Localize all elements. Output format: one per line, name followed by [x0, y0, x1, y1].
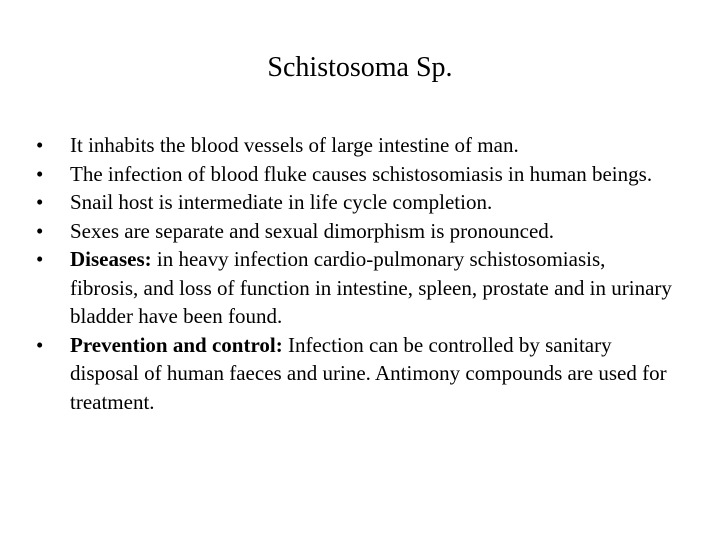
bullet-item — [36, 188, 676, 217]
bullet-item — [36, 160, 676, 189]
bullet-item — [36, 217, 676, 246]
bullet-text: Snail host is intermediate in life cycle completion. — [70, 190, 493, 214]
bullet-icon: • — [36, 332, 44, 357]
bullet-item — [36, 131, 676, 160]
bullet-text: Sexes are separate and sexual dimorphism is pronounced. — [70, 218, 555, 243]
bullet-item — [36, 331, 676, 417]
bullet-list — [36, 131, 676, 416]
bullet-text: The infection of blood fluke causes schistosomiasis in human beings. — [70, 161, 653, 186]
bullet-icon: • — [36, 190, 44, 214]
bullet-icon: • — [36, 133, 44, 157]
bullet-item — [36, 245, 676, 331]
bullet-text: in heavy infection cardio-pulmonary schistosomiasis, fibrosis, and loss of function in intestine, spleen, prostate and in urinary bladder have been found. — [70, 247, 672, 328]
slide-title: Schistosoma Sp. — [267, 52, 453, 83]
bullet-icon: • — [36, 218, 44, 243]
bullet-icon: • — [36, 161, 44, 186]
bullet-text: Infection can be controlled by sanitary disposal of human faeces and urine. Antimony compounds are used for treatment. — [70, 332, 667, 414]
bullet-lead: Diseases: — [70, 247, 152, 271]
bullet-text: It inhabits the blood vessels of large intestine of man. — [70, 133, 519, 157]
bullet-icon: • — [36, 247, 44, 271]
bullet-lead: Prevention and control: — [70, 332, 283, 357]
